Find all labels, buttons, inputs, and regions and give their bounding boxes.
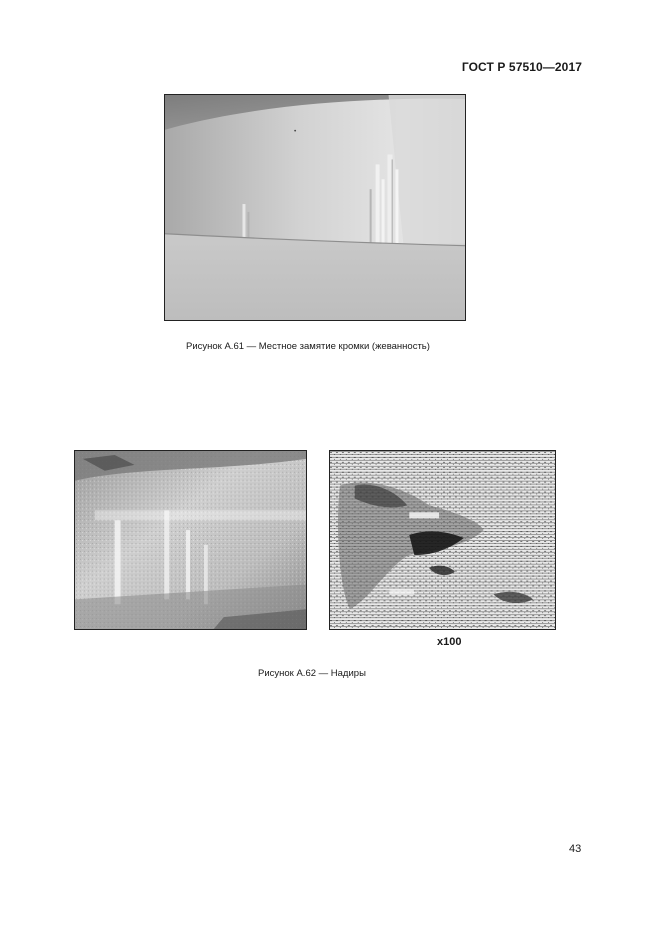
figure-caption-a61: Рисунок А.61 — Местное замятие кромки (жеванность) bbox=[186, 341, 430, 352]
photo-scuffs-overview bbox=[74, 450, 307, 630]
figure-caption-a62: Рисунок А.62 — Надиры bbox=[258, 668, 366, 679]
magnification-label: x100 bbox=[437, 636, 462, 648]
page-number: 43 bbox=[569, 843, 582, 855]
photo-edge-crumpling bbox=[164, 94, 466, 321]
document-code: ГОСТ Р 57510—2017 bbox=[461, 60, 582, 74]
photo-scuffs-micrograph bbox=[329, 450, 556, 630]
